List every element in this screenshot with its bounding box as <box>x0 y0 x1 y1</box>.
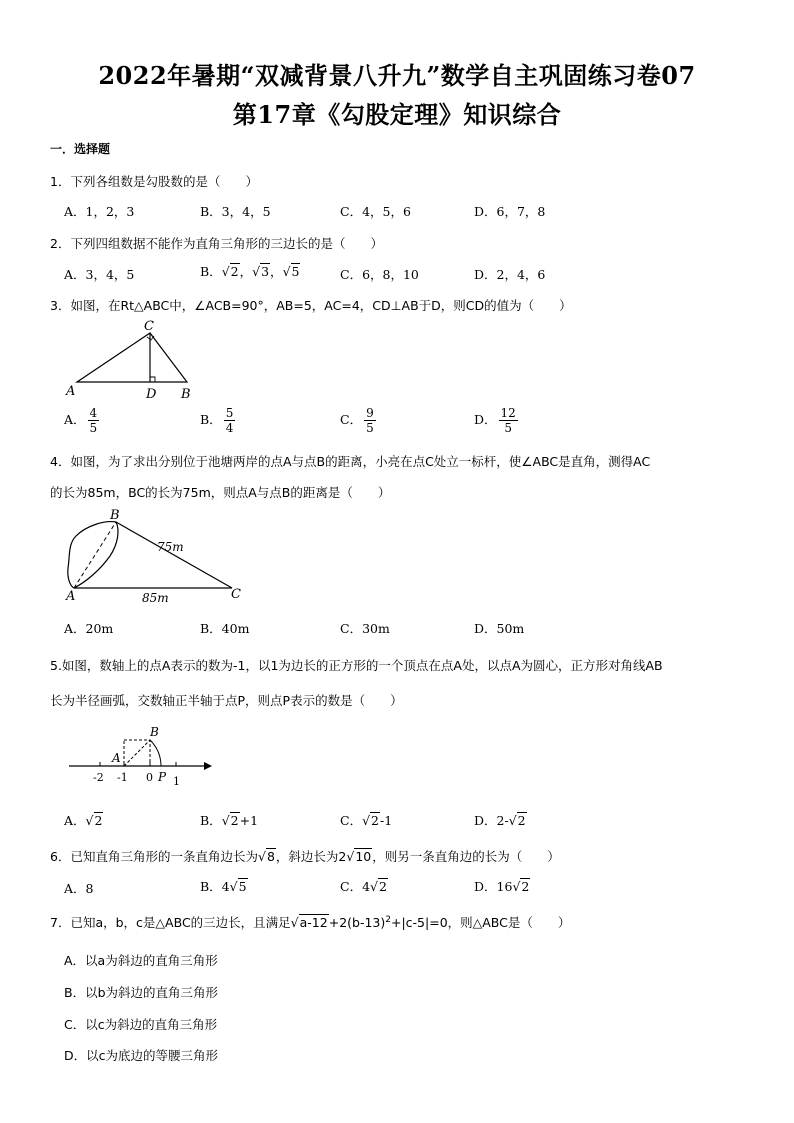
question-2-stem: 2．下列四组数据不能作为直角三角形的三边长的是（ ） <box>50 236 383 251</box>
fraction: $\frac{5}{4}$ <box>225 406 234 435</box>
section-heading: 一．选择题 <box>50 142 111 156</box>
q4-pond-figure <box>60 508 260 604</box>
sqrt-symbol: √3 <box>252 264 270 279</box>
segment-bc <box>116 522 232 588</box>
question-3-stem: 3．如图，在Rt△ABC中，∠ACB=90°，AB=5，AC=4，CD⊥AB于D，则CD的值为（ ） <box>50 298 572 313</box>
q7-option-a: A．以a为斜边的直角三角形 <box>64 953 218 968</box>
q5-option-c: C．√2-1 <box>340 813 393 828</box>
sqrt-symbol: √10 <box>346 849 372 864</box>
q5-option-d: D．2-√2 <box>474 813 526 828</box>
label-neg2: -2 <box>93 771 104 784</box>
q1-option-a: A．1，2，3 <box>64 204 135 219</box>
label-b: B <box>150 725 159 739</box>
label-neg1: -1 <box>117 771 128 784</box>
label-bc-length: 75m <box>157 540 184 554</box>
fraction: $\frac{9}{5}$ <box>366 406 374 435</box>
sqrt-symbol: √2 <box>221 264 239 279</box>
q4-option-d: D．50m <box>474 621 525 636</box>
sqrt-symbol: √8 <box>257 849 275 864</box>
label-c: C <box>144 319 154 334</box>
q5-option-b: B．√2+1 <box>200 813 259 828</box>
diagonal-ab <box>124 740 150 766</box>
q5-number-line-figure <box>64 722 214 788</box>
label-b: B <box>181 387 191 402</box>
sqrt-symbol: √2 <box>85 813 103 828</box>
q6-option-d: D．16√2 <box>474 879 530 894</box>
q3-option-d: D． $\frac{12}{5}$ <box>474 406 516 435</box>
label-a: A <box>66 589 76 604</box>
question-7-stem: 7．已知a，b，c是△ABC的三边长，且满足$√a-12+2(b-13)^2+|c-5|=0$，则△ABC是（ ） <box>50 914 571 930</box>
page-title-line1: 2022年暑期“双减背景八升九”数学自主巩固练习卷07 <box>98 61 696 90</box>
q2-option-a: A．3，4，5 <box>64 267 135 282</box>
sqrt-symbol: √2 <box>221 813 239 828</box>
arc-bp <box>150 740 161 766</box>
q6-option-a: A．8 <box>64 881 94 896</box>
q3-option-c: C． $\frac{9}{5}$ <box>340 406 374 435</box>
label-a: A <box>66 384 76 399</box>
q3-option-b: B． $\frac{5}{4}$ <box>200 406 234 435</box>
sqrt-symbol: √5 <box>229 879 247 894</box>
right-angle-mark-d <box>150 377 155 382</box>
q6-option-c: C．4√2 <box>340 879 387 894</box>
fraction: $\frac{4}{5}$ <box>89 406 98 435</box>
label-p: P <box>158 770 167 784</box>
label-ac-length: 85m <box>142 591 169 604</box>
question-6-stem: 6．已知直角三角形的一条直角边长为√8，斜边长为2√10，则另一条直角边的长为（ ） <box>50 849 560 864</box>
question-5-stem-line2: 长为半径画弧，交数轴正半轴于点P，则点P表示的数是（ ） <box>50 693 403 708</box>
sqrt-symbol: √2 <box>512 879 530 894</box>
sqrt-symbol: √a-12 <box>290 915 328 930</box>
q6-option-b: B．4√5 <box>200 879 247 894</box>
triangle-abc <box>77 333 187 382</box>
q7-option-c: C．以c为斜边的直角三角形 <box>64 1017 218 1032</box>
question-1-stem: 1．下列各组数是勾股数的是（ ） <box>50 174 258 189</box>
sqrt-symbol: √5 <box>282 264 300 279</box>
q1-option-b: B．3，4，5 <box>200 204 271 219</box>
fraction: $\frac{12}{5}$ <box>500 406 516 435</box>
q7-option-d: D．以c为底边的等腰三角形 <box>64 1048 218 1063</box>
label-d: D <box>146 387 157 402</box>
axis-arrow <box>204 762 212 770</box>
q1-option-c: C．4，5，6 <box>340 204 411 219</box>
q4-option-b: B．40m <box>200 621 250 636</box>
sqrt-symbol: √2 <box>508 813 526 828</box>
q3-option-a: A． $\frac{4}{5}$ <box>64 406 98 435</box>
pond-shape <box>68 522 118 588</box>
label-one: 1 <box>173 775 180 788</box>
question-4-stem-line2: 的长为85m，BC的长为75m，则点A与点B的距离是（ ） <box>50 485 391 500</box>
question-4-stem-line1: 4．如图，为了求出分别位于池塘两岸的点A与点B的距离，小亮在点C处立一标杆，使∠ABC是直角，测得AC <box>50 454 651 469</box>
q1-option-d: D．6，7，8 <box>474 204 546 219</box>
label-a: A <box>112 751 121 765</box>
q2-option-b: B．√2，√3，√5 <box>200 264 300 279</box>
sqrt-symbol: √2 <box>362 813 379 828</box>
question-5-stem-line1: 5.如图，数轴上的点A表示的数为-1，以1为边长的正方形的一个顶点在点A处，以点A为圆心，正方形对角线AB <box>50 658 663 673</box>
q4-option-a: A．20m <box>64 621 114 636</box>
label-c: C <box>231 587 241 602</box>
label-b: B <box>110 508 120 523</box>
page-title-line2: 第17章《勾股定理》知识综合 <box>232 100 562 129</box>
q3-triangle-figure <box>60 318 210 402</box>
q2-option-d: D．2，4，6 <box>474 267 546 282</box>
q5-option-a: A．√2 <box>64 813 103 828</box>
label-zero: 0 <box>146 771 153 784</box>
q2-option-c: C．6，8，10 <box>340 267 419 282</box>
q4-option-c: C．30m <box>340 621 390 636</box>
q7-option-b: B．以b为斜边的直角三角形 <box>64 985 219 1000</box>
sqrt-symbol: √2 <box>370 879 387 894</box>
